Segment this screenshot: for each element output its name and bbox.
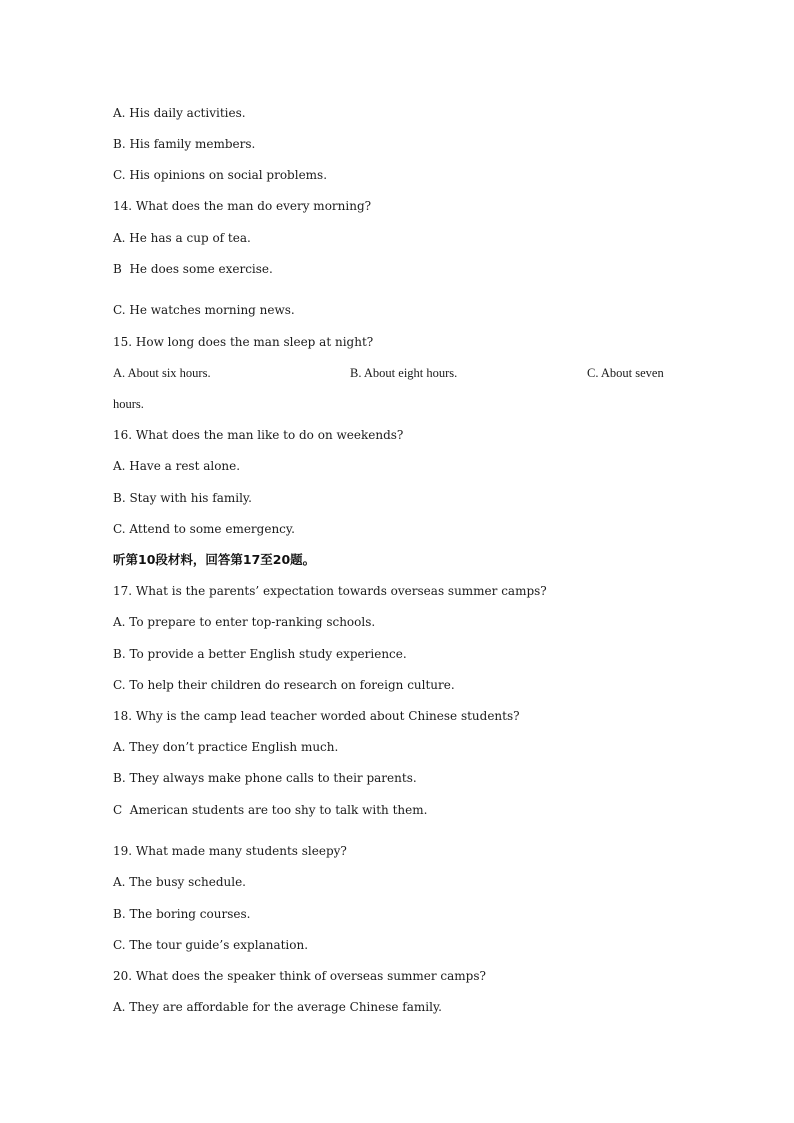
q15-option-c-continued: hours. xyxy=(113,397,144,411)
q14-option-b: B He does some exercise. xyxy=(113,262,273,276)
question-18: 18. Why is the camp lead teacher worded about Chinese students? xyxy=(113,709,520,723)
q13-option-a: A. His daily activities. xyxy=(113,106,246,120)
q13-option-b: B. His family members. xyxy=(113,137,256,151)
q15-option-a: A. About six hours. xyxy=(113,366,211,380)
q19-option-c: C. The tour guide’s explanation. xyxy=(113,938,309,952)
q18-option-b: B. They always make phone calls to their parents. xyxy=(113,771,417,785)
q14-option-a: A. He has a cup of tea. xyxy=(113,231,251,245)
q17-option-a: A. To prepare to enter top-ranking schools. xyxy=(113,615,376,629)
question-15: 15. How long does the man sleep at night? xyxy=(113,335,374,349)
question-14: 14. What does the man do every morning? xyxy=(113,199,372,213)
question-17: 17. What is the parents’ expectation towards overseas summer camps? xyxy=(113,584,547,598)
question-19: 19. What made many students sleepy? xyxy=(113,844,347,858)
q18-option-a: A. They don’t practice English much. xyxy=(113,740,339,754)
q18-option-c: C American students are too shy to talk with them. xyxy=(113,803,428,817)
q19-option-b: B. The boring courses. xyxy=(113,907,251,921)
question-16: 16. What does the man like to do on weekends? xyxy=(113,428,404,442)
question-20: 20. What does the speaker think of overseas summer camps? xyxy=(113,969,486,983)
q14-option-c: C. He watches morning news. xyxy=(113,303,295,317)
q16-option-c: C. Attend to some emergency. xyxy=(113,522,295,536)
q20-option-a: A. They are affordable for the average Chinese family. xyxy=(113,1000,442,1014)
section-heading: 听第10段材料，回答第17至20题。 xyxy=(113,552,316,567)
q16-option-b: B. Stay with his family. xyxy=(113,491,252,505)
q15-option-c: C. About seven xyxy=(587,366,664,380)
q15-option-b: B. About eight hours. xyxy=(350,366,458,380)
q13-option-c: C. His opinions on social problems. xyxy=(113,168,328,182)
q19-option-a: A. The busy schedule. xyxy=(113,875,246,889)
q17-option-b: B. To provide a better English study experience. xyxy=(113,647,407,661)
q17-option-c: C. To help their children do research on foreign culture. xyxy=(113,678,455,692)
q16-option-a: A. Have a rest alone. xyxy=(113,459,241,473)
